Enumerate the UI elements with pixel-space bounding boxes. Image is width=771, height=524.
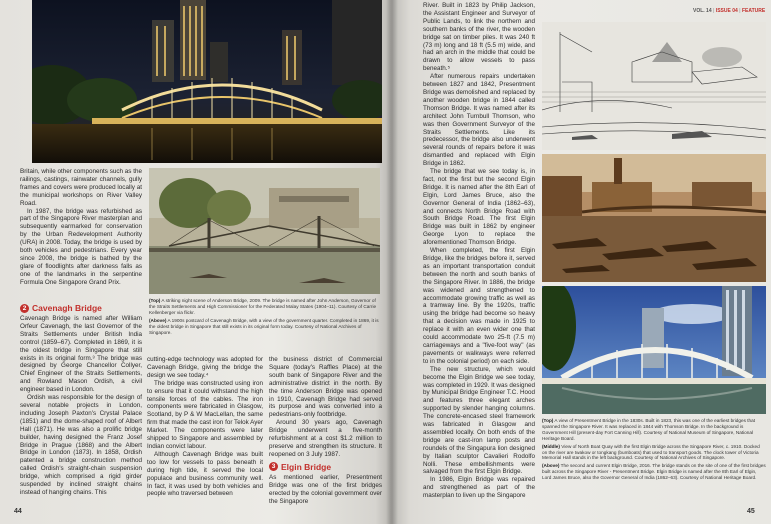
cavenagh-section-col1 xyxy=(20,300,142,497)
caption-elgin: The second and current Elgin Bridge, 2016. The bridge stands on the site of one of the first bridges built across the Singapore River - Presentment Bridge. Elgin Bridge is named after the 8th Earl of Elgin, Lord James Bruce, also the Governor General of India (1862–63). Courtesy of National Heritage Board. xyxy=(542,463,766,481)
section-title: Cavenagh Bridge xyxy=(32,303,102,313)
spine-shadow xyxy=(386,0,398,524)
body-paragraph: The bridge that we see today is, in fact, not the first but the second Elgin Bridge. It is named after the 8th Earl of Elgin, Lord James Bruce, also the Governor General of India (1862–63), and connects North Bridge Road with South Bridge Road. The first Elgin Bridge was built in 1862 by engineer George Lyon to replace the aforementioned Thomson Bridge. xyxy=(423,168,535,247)
body-paragraph: Ordish was responsible for the design of several notable projects in London, including Joseph Paxton's Crystal Palace (1851) and the dome-shaped roof of Albert Hall (1871). He was also a prolific bridge builder, having designed the Franz Josef Bridge in Prague (1868) and the Albert Bridge in London (1873). In 1858, Ordish patented a bridge construction method called Ordish's straight-chain suspension bridge, which comprised a rigid girder suspended by inclined straight chains instead of hanging chains. This xyxy=(20,394,142,496)
anderson-bridge-night-photo xyxy=(32,0,382,163)
postcard-image xyxy=(149,168,380,294)
caption-anderson: A striking night scene of Anderson Bridge, 2009. The bridge is named after John Anderson, Governor of the Straits Settlements and High Commissioner for the Federated Malay States (1904–11). Courtesy of Carrie Kellenberger via flickr. xyxy=(149,298,377,315)
caption-cavenagh: A 1900s postcard of Cavenagh Bridge, with a view of the government quarter. Completed in 1869, it is the oldest bridge in Singapore that still exists in its original form today. Courtesy of National Archives of Singapore. xyxy=(149,317,379,335)
page-number: 44 xyxy=(14,508,22,515)
right-captions xyxy=(542,418,766,481)
caption-presentment: A view of Presentment Bridge in the 1830s. Built in 1823, this was one of the earliest bridges that spanned the Singapore River. It was replaced in 1844 with Thomson Bridge. In the background is Government Hill (present-day Fort Canning Hill). Courtesy of National Museum of Singapore, National Heritage Board. xyxy=(542,418,756,441)
presentment-bridge-engraving xyxy=(542,22,766,150)
sepia-photo-image xyxy=(542,154,766,282)
elgin-bridge-image xyxy=(542,286,766,414)
section-heading-cavenagh xyxy=(20,303,142,313)
header-section: FEATURE xyxy=(741,8,766,14)
section-title: Elgin Bridge xyxy=(281,461,332,472)
caption-label: (Above) xyxy=(149,317,167,323)
left-captions xyxy=(149,298,380,335)
body-paragraph: When completed, the first Elgin Bridge, like the bridges before it, served as an important transportation conduit between the north and south banks of the Singapore River. In 1886, the bridge was widened and strengthened to accommodate growing traffic as well as a tramway line. By the 1920s, traffic using the bridge had become so heavy that a decision was made in 1925 to replace it with an even wider one that could accommodate two 25-ft (7.5 m) carriageways and a "five-foot way" (as pavements or walkways were referred to in the colonial period) on each side. xyxy=(423,247,535,365)
body-paragraph: Cavenagh Bridge is named after William Orfeur Cavenagh, the last Governor of the Straits Settlements under British India control (1859–67). Completed in 1869, it is the oldest bridge in Singapore that still exists in its original form.³ The bridge was designed by George Chancellor Collyer, Chief Engineer of the Straits Settlements, and Rowland Mason Ordish, a civil engineer based in London. xyxy=(20,315,142,394)
elgin-bridge-photo xyxy=(542,286,766,414)
body-paragraph: Around 30 years ago, Cavenagh Bridge underwent a five-month refurbishment at a cost $1.2 million to preserve and strengthen its structure. It reopened on 3 July 1987. xyxy=(269,419,382,458)
body-paragraph: Although Cavenagh Bridge was built too low for vessels to pass beneath it during high tide, it served the local populace and business community well. In fact, it was used by both vehicles and people who traversed between xyxy=(147,450,263,498)
section-number-badge: 3 xyxy=(269,462,278,471)
cavenagh-section-col3 xyxy=(269,356,382,505)
caption-label: (Above) xyxy=(542,463,560,469)
body-paragraph: The new structure, which would become the Elgin Bridge we see today, was completed in 1929. It was designed by Municipal Bridge Engineer T.C. Hood and features three elegant arches supported by slender hanging columns. The concrete-encased steel framework was fabricated in Glasgow and assembled locally. On both ends of the bridge are cast-iron lamp posts and roundels of the Singapura lion designed by Italian sculptor Cavalieri Rodolfo Nolli. These embellishments were salvaged from the first Elgin Bridge. xyxy=(423,365,535,476)
header-issue: ISSUE 04 xyxy=(715,8,738,14)
caption-label: (Top) xyxy=(149,298,161,303)
body-paragraph: River. Built in 1823 by Philip Jackson, the Assistant Engineer and Surveyor of Public Lands, to link the northern and southern banks of the river, the wooden bridge sat on timber piles. It was 240 ft (73 m) long and 18 ft (5.5 m) wide, and had an arch in the middle that could be drawn to allow vessels to pass beneath.⁵ xyxy=(423,2,535,73)
caption-label: (Top) xyxy=(542,418,554,423)
engraving-image xyxy=(542,22,766,150)
caption-label: (Middle) xyxy=(542,443,560,449)
section-heading-elgin xyxy=(269,462,382,472)
cavenagh-bridge-postcard xyxy=(149,168,380,294)
body-paragraph: cutting-edge technology was adopted for Cavenagh Bridge, giving the bridge the design we see today.⁴ xyxy=(147,356,263,379)
body-paragraph: The bridge was constructed using iron to ensure that it could withstand the high tensile forces of the cables. The iron components were fabricated in Glasgow, Scotland, by P & W MacLellan, the same firm that made the cast iron for Telok Ayer Market. The components were later shipped to Singapore and assembled by Indian convict labour. xyxy=(147,379,263,450)
page-number: 45 xyxy=(747,508,755,515)
body-paragraph: After numerous repairs undertaken between 1827 and 1842, Presentment Bridge was demolished and replaced by another wooden bridge in 1844 called Thomson Bridge. It was named after its architect John Turnbull Thomson, who was then Government Surveyor of the Straits Settlements. Like its predecessor, the bridge also underwent several rounds of repairs before it was dismantled and replaced with Elgin Bridge in 1862. xyxy=(423,73,535,168)
cavenagh-section-col2 xyxy=(147,356,263,498)
section-number-badge: 2 xyxy=(20,304,29,313)
night-scene-image xyxy=(32,0,382,163)
right-page xyxy=(391,0,771,524)
elgin-text-column xyxy=(423,2,535,500)
running-header: VOL. 14 | ISSUE 04 | FEATURE xyxy=(693,8,766,14)
north-boat-quay-photo xyxy=(542,154,766,282)
body-paragraph: the business district of Commercial Square (today's Raffles Place) at the south bank of Singapore River and the administrative district in the north. By the time Anderson Bridge was opened in 1910, Cavenagh Bridge had served its purpose and was converted into a pedestrians-only footbridge. xyxy=(269,356,382,419)
intro-paragraph: Britain, while other components such as the railings, castings, rainwater channels, gully frames and covers were produced locally at the municipal workshops on River Valley Road. xyxy=(20,168,142,207)
body-paragraph: As mentioned earlier, Presentment Bridge was one of the first bridges erected by the colonial government over the Singapore xyxy=(269,473,382,505)
intro-paragraph: In 1987, the bridge was refurbished as part of the Singapore River masterplan and subsequently earmarked for conservation by the Urban Redevelopment Authority (URA) in 2008. Today, the bridge is used by both vehicles and pedestrians. Every year since 2008, the bridge is bathed by the glare of floodlights after darkness falls as one of the landmarks in the serpentine Formula One Singapore Grand Prix. xyxy=(20,207,142,286)
body-paragraph: In 1986, Elgin Bridge was repaired and strengthened as part of the masterplan to liven up the Singapore xyxy=(423,476,535,500)
caption-north-boat-quay: View of North Boat Quay with the first Elgin Bridge across the Singapore River, c. 1910. Docked on the river are twakow or tongkang (bumboats) that used to transport goods. The clock tower of Victoria Memorial Hall stands in the left background. Courtesy of National Archives of Singapore. xyxy=(542,443,760,461)
header-volume: VOL. 14 xyxy=(693,8,712,14)
intro-text-column xyxy=(20,168,142,287)
